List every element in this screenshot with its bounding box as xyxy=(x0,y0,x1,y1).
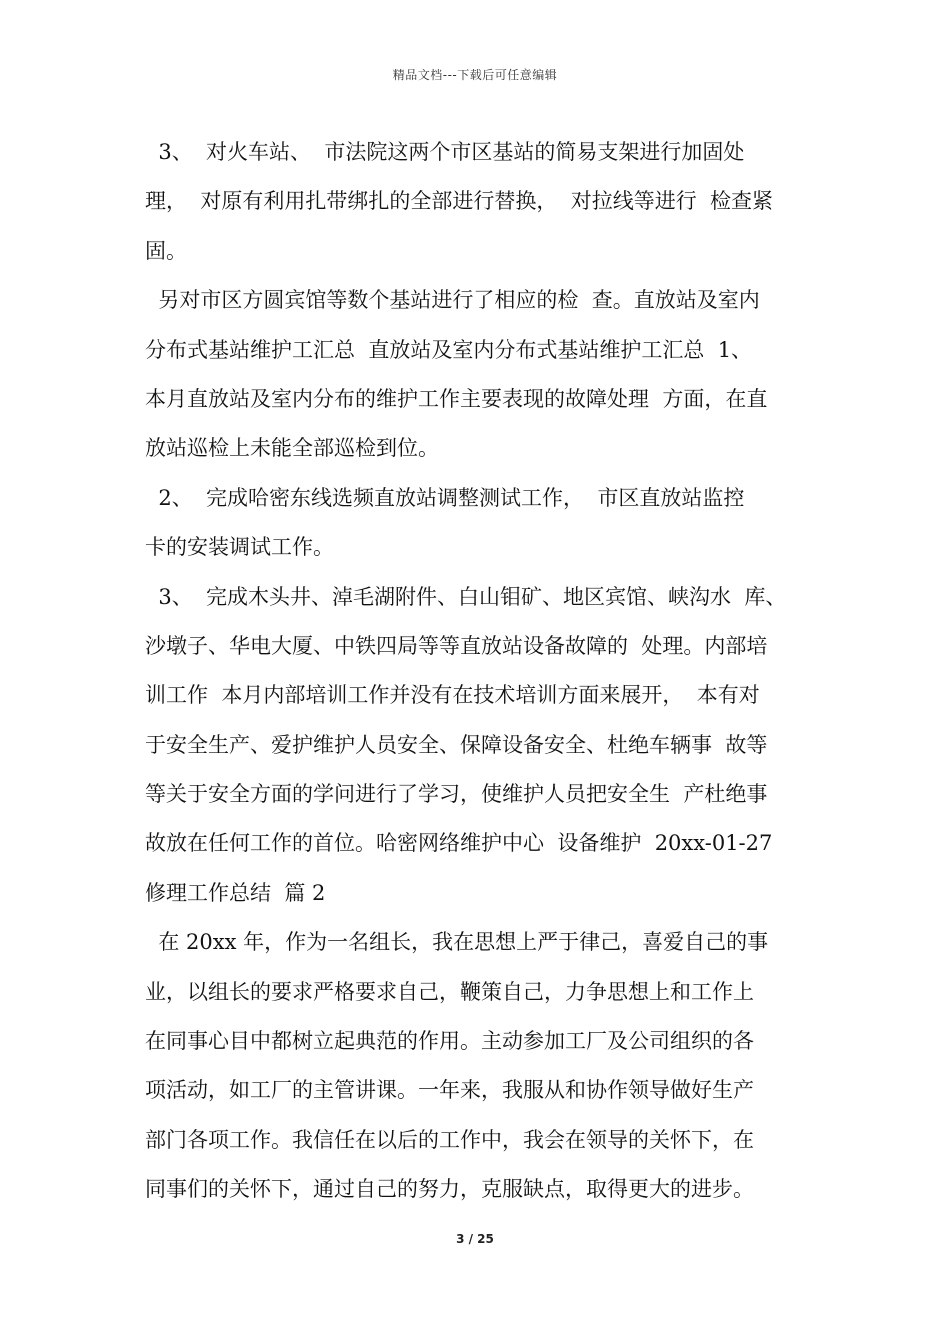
text-line: 2、 完成哈密东线选频直放站调整测试工作， 市区直放站监控 xyxy=(145,485,745,510)
text-line: 理， 对原有利用扎带绑扎的全部进行替换， 对拉线等进行 检查紧 xyxy=(145,189,774,214)
text-line: 3、 对火车站、 市法院这两个市区基站的简易支架进行加固处 xyxy=(145,140,745,164)
text-line: 在同事心目中都树立起典范的作用。主动参加工厂及公司组织的各 xyxy=(145,1029,754,1054)
text-line: 分布式基站维护工汇总 直放站及室内分布式基站维护工汇总 1、 xyxy=(145,337,753,362)
text-line: 故放在任何工作的首位。哈密网络维护中心 设备维护 20xx-01-27 xyxy=(145,831,773,856)
text-line: 等关于安全方面的学问进行了学习，使维护人员把安全生 产杜绝事 xyxy=(145,782,768,807)
text-line: 同事们的关怀下，通过自己的努力，克服缺点，取得更大的进步。 xyxy=(145,1177,754,1202)
text-line: 项活动，如工厂的主管讲课。一年来，我服从和协作领导做好生产 xyxy=(145,1078,754,1103)
text-line: 在 20xx 年，作为一名组长，我在思想上严于律己，喜爱自己的事 xyxy=(145,930,769,955)
document-body xyxy=(145,128,815,1215)
section-title: 修理工作总结 篇 2 xyxy=(145,880,326,905)
text-line: 另对市区方圆宾馆等数个基站进行了相应的检 查。直放站及室内 xyxy=(145,288,760,313)
text-line: 卡的安装调试工作。 xyxy=(145,535,334,560)
page-header: 精品文档---下载后可任意编辑 xyxy=(392,68,558,82)
text-line: 固。 xyxy=(145,238,187,263)
text-line: 部门各项工作。我信任在以后的工作中，我会在领导的关怀下，在 xyxy=(145,1127,754,1152)
text-line: 于安全生产、爱护维护人员安全、保障设备安全、杜绝车辆事 故等 xyxy=(145,732,768,757)
text-line: 业，以组长的要求严格要求自己，鞭策自己，力争思想上和工作上 xyxy=(145,979,754,1004)
text-line: 训工作 本月内部培训工作并没有在技术培训方面来展开， 本有对 xyxy=(145,683,760,708)
text-line: 放站巡检上未能全部巡检到位。 xyxy=(145,436,439,461)
text-line: 沙墩子、华电大厦、中铁四局等等直放站设备故障的 处理。内部培 xyxy=(145,633,768,658)
text-line: 本月直放站及室内分布的维护工作主要表现的故障处理 方面，在直 xyxy=(145,386,768,411)
page-number: 3 / 25 xyxy=(456,1232,494,1246)
text-line: 3、 完成木头井、淖毛湖附件、白山钼矿、地区宾馆、峡沟水 库、 xyxy=(145,584,787,609)
